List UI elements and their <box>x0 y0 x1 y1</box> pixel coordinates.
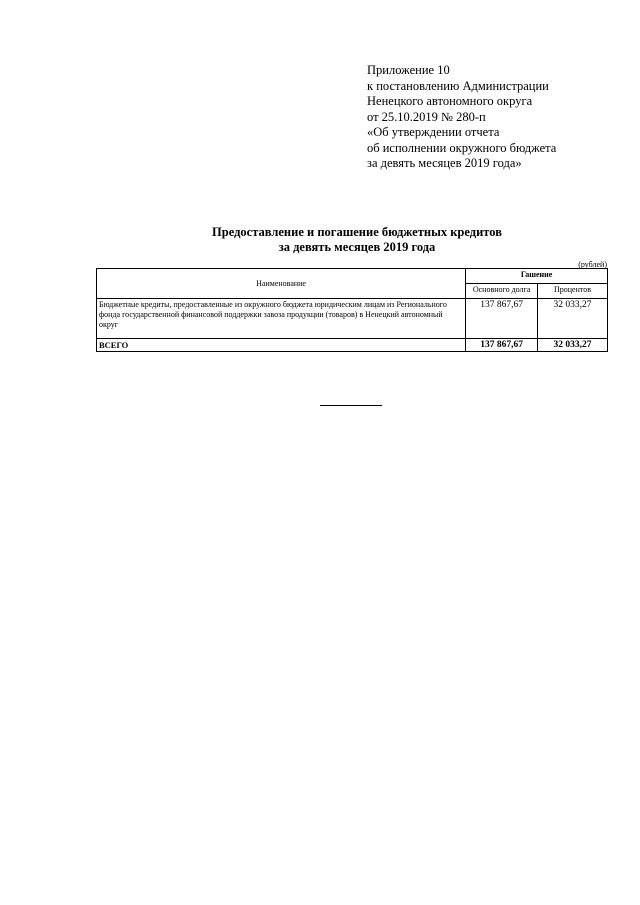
total-label: ВСЕГО <box>97 339 466 352</box>
annex-line: от 25.10.2019 № 280-п <box>367 109 486 124</box>
table-header-row <box>97 269 608 284</box>
annex-line: за девять месяцев 2019 года» <box>367 156 522 170</box>
total-row <box>97 339 608 352</box>
title-line-2: за девять месяцев 2019 года <box>278 240 436 254</box>
total-interest: 32 033,27 <box>538 339 608 352</box>
row-name: Бюджетные кредиты, предоставленные из окружного бюджета юридическим лицам из Регионального фонда государственной финансовой поддержки завоза продукции (товаров) в Ненецкий автономный округ <box>97 299 466 339</box>
annex-header <box>367 63 556 172</box>
total-principal: 137 867,67 <box>466 339 538 352</box>
document-title <box>0 225 640 255</box>
end-separator <box>320 405 382 406</box>
title-line-1: Предоставление и погашение бюджетных кредитов <box>212 225 502 239</box>
annex-line: «Об утверждении отчета <box>367 125 500 139</box>
row-principal: 137 867,67 <box>466 299 538 339</box>
header-repayment: Гашение <box>466 269 608 284</box>
annex-line: к постановлению Администрации <box>367 78 549 93</box>
annex-line: об исполнении окружного бюджета <box>367 140 557 155</box>
header-name: Наименование <box>97 269 466 299</box>
annex-line: Ненецкого автономного округа <box>367 94 533 108</box>
row-interest: 32 033,27 <box>538 299 608 339</box>
credits-table <box>96 268 608 352</box>
annex-line: Приложение 10 <box>367 63 450 77</box>
table-row <box>97 299 608 339</box>
unit-label: (рублей) <box>578 260 607 269</box>
header-interest: Процентов <box>538 284 608 299</box>
header-principal: Основного долга <box>466 284 538 299</box>
